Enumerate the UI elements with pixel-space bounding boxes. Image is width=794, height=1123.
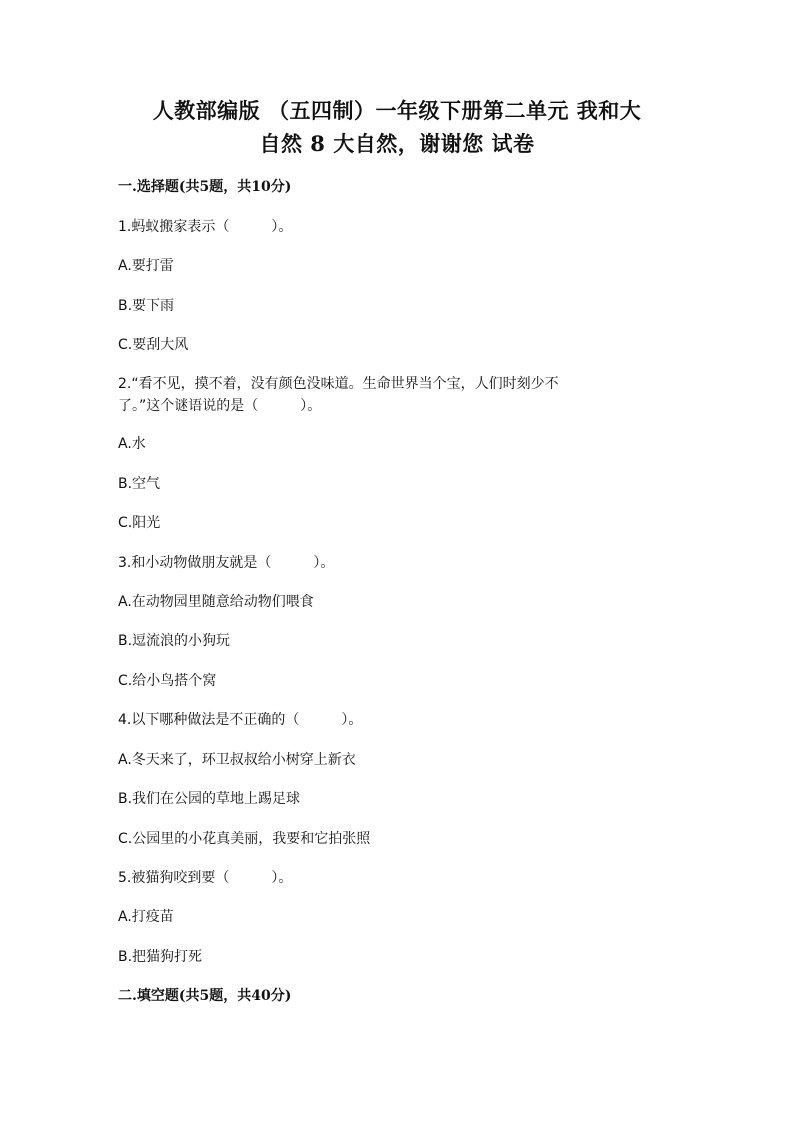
section-heading-fill-in: 二.填空题(共5题，共40分) — [118, 988, 292, 1004]
question-2-option-c: C.阳光 — [118, 515, 161, 531]
question-2-stem-line-2: 了。”这个谜语说的是（ ）。 — [118, 398, 322, 414]
question-1-option-b: B.要下雨 — [118, 298, 175, 314]
question-4-option-a: A.冬天来了，环卫叔叔给小树穿上新衣 — [118, 752, 356, 768]
question-2-option-a: A.水 — [118, 436, 146, 452]
question-4-option-b: B.我们在公园的草地上踢足球 — [118, 791, 301, 807]
page-title — [100, 94, 694, 160]
question-1-option-c: C.要刮大风 — [118, 337, 189, 353]
question-5-option-a: A.打疫苗 — [118, 909, 174, 925]
question-5-stem: 5.被猫狗咬到要（ ）。 — [118, 870, 293, 886]
question-2-option-b: B.空气 — [118, 476, 161, 492]
title-line-2: 自然 8 大自然，谢谢您 试卷 — [259, 131, 535, 156]
question-3-option-c: C.给小鸟搭个窝 — [118, 673, 217, 689]
question-5-option-b: B.把猫狗打死 — [118, 949, 203, 965]
question-4-option-c: C.公园里的小花真美丽，我要和它拍张照 — [118, 831, 371, 847]
question-4-stem: 4.以下哪种做法是不正确的（ ）。 — [118, 712, 363, 728]
question-1-option-a: A.要打雷 — [118, 258, 174, 274]
section-heading-choice: 一.选择题(共5题，共10分) — [118, 179, 292, 195]
question-3-option-b: B.逗流浪的小狗玩 — [118, 633, 231, 649]
question-3-option-a: A.在动物园里随意给动物们喂食 — [118, 594, 314, 610]
title-line-1: 人教部编版 （五四制）一年级下册第二单元 我和大 — [152, 98, 642, 123]
question-3-stem: 3.和小动物做朋友就是（ ）。 — [118, 555, 335, 571]
question-1-stem: 1.蚂蚁搬家表示（ ）。 — [118, 219, 293, 235]
question-2-stem-line-1: 2.“看不见，摸不着，没有颜色没味道。生命世界当个宝，人们时刻少不 — [118, 376, 559, 392]
